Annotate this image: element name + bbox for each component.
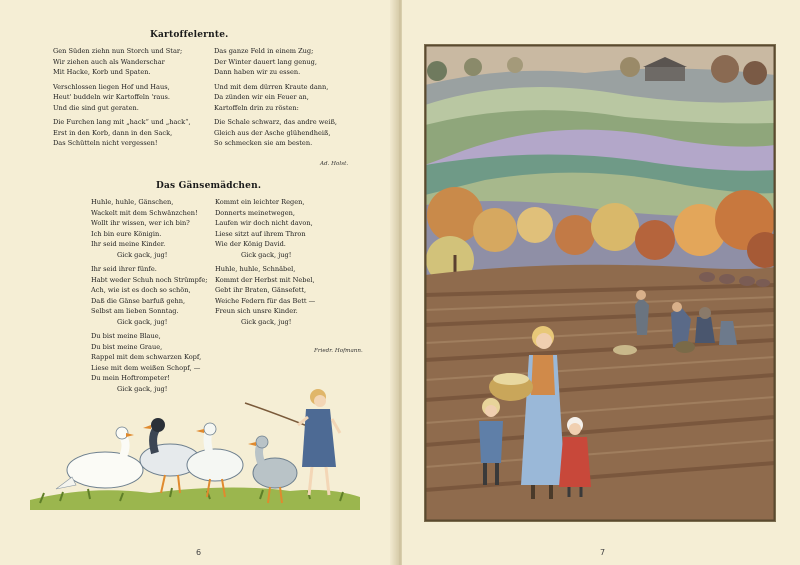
poem2-author: Friedr. Hofmann. — [314, 348, 363, 354]
poem-line: Der Winter dauert lang genug, — [214, 57, 317, 66]
poem-line: Und die sind gut geraten. — [53, 103, 139, 112]
poem-line: Kommt ein leichter Regen, — [215, 198, 305, 206]
poem-line: Rappel mit dem schwarzen Kopf, — [91, 353, 202, 361]
poem-line: Kommt der Herbst mit Nebel, — [215, 275, 315, 284]
poem1-column-left — [53, 46, 191, 149]
poem-line: Gebt ihr Braten, Gänsefett, — [215, 286, 307, 294]
poem-line: Kartoffeln drin zu rösten: — [214, 103, 299, 112]
poem-line: Und mit dem dürren Kraute dann, — [214, 82, 329, 91]
goose-black-head — [140, 418, 200, 493]
poem-line: Wie der König David. — [215, 240, 286, 248]
poem-line: Habt weder Schuh noch Strümpfe; — [91, 275, 208, 284]
poem-line: Liese mit dem weißen Schopf, — — [91, 363, 201, 372]
poem-line: Ich bin eure Königin. — [91, 229, 162, 238]
poem-line: Huhle, huhle, Gänschen, — [91, 198, 174, 206]
poem-line: Wir ziehen auch als Wanderschar — [53, 57, 165, 66]
poem-line: Die Furchen lang mit „hack“ und „hack“, — [53, 118, 191, 126]
poem-line: Verschlossen liegen Hof und Haus, — [53, 82, 170, 91]
poem-line: Die Schale schwarz, das andre weiß, — [214, 118, 337, 126]
poem-line: Da zünden wir ein Feuer an, — [214, 93, 309, 101]
poem-line: Wackelt mit dem Schwänzchen! — [91, 208, 198, 217]
poem-line: Donnerts meinetwegen, — [215, 208, 296, 217]
poem-line: Ach, wie ist es doch so schön, — [91, 286, 191, 294]
poem-line: Weiche Federn für das Bett — — [215, 296, 316, 305]
poem-line: Gen Süden ziehn nun Storch und Star; — [53, 47, 183, 55]
poem-title-kartoffelernte: Kartoffelernte. — [150, 30, 229, 40]
poem-line: Erst in den Korb, dann in den Sack, — [53, 128, 173, 137]
poem-line: Das Schütteln nicht vergessen! — [53, 139, 158, 147]
poem-line: Daß die Gänse barfuß gehn, — [91, 296, 186, 305]
goose-white-left — [56, 427, 143, 489]
poem-line: Dann haben wir zu essen. — [214, 68, 301, 76]
poem-line: Du bist meine Blaue, — [91, 332, 161, 340]
poem-line: Laufen wir doch nicht davon, — [215, 219, 313, 227]
potato-harvest-painting — [424, 44, 776, 522]
goose-white-middle — [187, 423, 243, 497]
poem-line: Gick gack, jug! — [117, 317, 168, 326]
poem-line: Heut' buddeln wir Kartoffeln 'raus. — [53, 93, 171, 101]
goose-girl-illustration — [30, 375, 370, 515]
poem-line: Gleich aus der Asche glühendheiß, — [214, 128, 331, 137]
poem-line: Ihr seid ihrer fünfe. — [91, 265, 157, 273]
poem-line: Du mein Hoftrompeter! — [91, 374, 170, 382]
poem-line: Ihr seid meine Kinder. — [91, 240, 166, 248]
poem1-column-right — [214, 46, 337, 149]
poem-line: Mit Hacke, Korb und Spaten. — [53, 68, 151, 76]
poem-line: Gick gack, jug! — [241, 250, 292, 259]
poem-line: Freun sich unsre Kinder. — [215, 307, 298, 315]
poem-line: Gick gack, jug! — [117, 250, 168, 259]
poem-line: Du bist meine Graue, — [91, 342, 163, 351]
poem-line: Gick gack, jug! — [117, 384, 168, 393]
poem2-column-right — [215, 197, 315, 327]
poem-line: Selbst am lieben Sonntag. — [91, 307, 179, 315]
poem-title-gaensemaedchen: Das Gänsemädchen. — [156, 181, 262, 191]
poem-line: Liese sitzt auf ihrem Thron — [215, 229, 306, 238]
poem-line: Das ganze Feld in einem Zug; — [214, 47, 314, 55]
poem1-author: Ad. Holst. — [320, 161, 349, 167]
page-number-left: 6 — [196, 548, 202, 557]
left-page — [0, 0, 398, 565]
poem-line: Gick gack, jug! — [241, 317, 292, 326]
poem-line: Huhle, huhle, Schnäbel, — [215, 265, 296, 273]
poem2-column-left — [91, 197, 207, 394]
page-number-right: 7 — [600, 548, 606, 557]
poem-line: So schmecken sie am besten. — [214, 139, 313, 147]
poem-line: Wollt ihr wissen, wer ich bin? — [91, 219, 190, 227]
